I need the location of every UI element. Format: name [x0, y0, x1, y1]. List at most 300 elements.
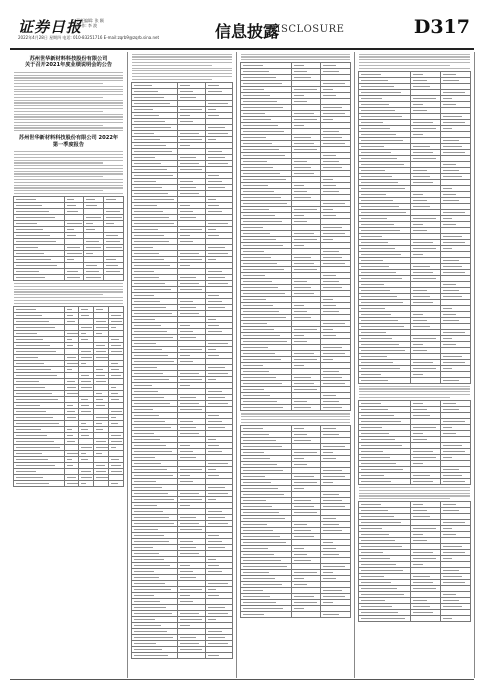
cell-text [361, 618, 405, 619]
cell-text [243, 530, 273, 531]
cell-text [180, 565, 190, 566]
cell-text [243, 95, 270, 96]
cell-text [294, 458, 305, 459]
cell-text [243, 203, 287, 204]
cell-text [180, 361, 193, 362]
cell-text [96, 465, 105, 466]
cell-text [413, 74, 424, 75]
cell-text [323, 89, 332, 90]
cell-text [208, 427, 225, 428]
table-row [14, 275, 124, 281]
cell-text [208, 445, 220, 446]
cell-text [134, 157, 155, 158]
cell-text [243, 614, 264, 615]
cell-text [361, 224, 394, 225]
cell-text [134, 169, 167, 170]
cell-text [134, 187, 162, 188]
cell-text [413, 110, 427, 111]
cell-text [413, 350, 427, 351]
cell-text [443, 356, 462, 357]
cell-text [361, 362, 393, 363]
text-block-8 [355, 386, 474, 398]
cell-text [134, 145, 166, 146]
text-line [359, 54, 470, 55]
cell-text [180, 625, 190, 626]
cell-text [208, 451, 222, 452]
table-cell [291, 611, 321, 617]
cell-text [81, 459, 87, 460]
newspaper-logo: 证券日报 [18, 18, 83, 36]
text-line [14, 130, 123, 131]
cell-text [361, 528, 382, 529]
cell-text [361, 612, 398, 613]
cell-text [443, 546, 462, 547]
cell-text [294, 407, 311, 408]
cell-text [208, 499, 217, 500]
cell-text [323, 548, 336, 549]
cell-text [134, 601, 160, 602]
cell-text [243, 65, 263, 66]
cell-text [96, 345, 105, 346]
cell-text [134, 91, 158, 92]
cell-text [134, 613, 172, 614]
cell-text [443, 116, 462, 117]
text-line [14, 190, 103, 191]
cell-text [180, 109, 201, 110]
cell-text [208, 511, 222, 512]
text-line [359, 493, 470, 494]
cell-text [413, 564, 424, 565]
income-statement-table [240, 62, 351, 411]
cell-text [294, 233, 314, 234]
cell-text [134, 259, 164, 260]
cell-text [361, 296, 397, 297]
cell-text [323, 359, 332, 360]
table-cell [205, 652, 232, 658]
cell-text [361, 594, 404, 595]
cell-text [323, 566, 345, 567]
cell-text [96, 357, 108, 358]
cell-text [361, 98, 382, 99]
cell-text [413, 248, 437, 249]
cell-text [361, 439, 395, 440]
cell-text [106, 247, 122, 248]
cell-text [134, 211, 163, 212]
cell-text [67, 211, 78, 212]
cell-text [134, 265, 170, 266]
cell-text [134, 523, 174, 524]
cell-text [361, 415, 394, 416]
table-row [359, 479, 471, 485]
cell-text [361, 546, 402, 547]
cell-text [96, 417, 108, 418]
cell-text [134, 247, 153, 248]
cell-text [361, 374, 381, 375]
cell-text [16, 345, 50, 346]
cell-text [361, 600, 385, 601]
text-line [14, 77, 123, 78]
cell-text [134, 457, 155, 458]
cell-text [361, 206, 399, 207]
cell-text [294, 311, 308, 312]
cell-text [243, 353, 275, 354]
cell-text [294, 149, 317, 150]
cell-text [67, 309, 72, 310]
cell-text [111, 465, 121, 466]
text-line [14, 291, 123, 292]
cell-text [208, 397, 225, 398]
table-cell [132, 652, 178, 658]
cell-text [413, 427, 437, 428]
cell-text [413, 409, 427, 410]
cell-text [413, 457, 437, 458]
cell-text [96, 393, 102, 394]
text-line [14, 297, 123, 298]
table-row [132, 652, 233, 658]
cell-text [294, 365, 305, 366]
cell-text [67, 453, 78, 454]
cell-text [96, 453, 102, 454]
cell-text [243, 239, 276, 240]
cell-text [134, 295, 154, 296]
cell-text [81, 429, 87, 430]
cell-text [96, 309, 103, 310]
cell-text [67, 429, 72, 430]
cell-text [180, 373, 198, 374]
cell-text [134, 289, 171, 290]
cell-text [96, 429, 103, 430]
cell-text [208, 325, 220, 326]
cell-text [180, 277, 195, 278]
cell-text [443, 152, 466, 153]
cell-text [443, 368, 453, 369]
cell-text [361, 516, 394, 517]
cell-text [413, 606, 430, 607]
cell-text [323, 323, 345, 324]
cell-text [81, 411, 90, 412]
cell-text [413, 326, 430, 327]
cell-text [111, 441, 122, 442]
cell-text [361, 534, 389, 535]
text-line [14, 80, 123, 81]
cell-text [180, 547, 195, 548]
cell-text [180, 529, 201, 530]
cell-text [134, 481, 156, 482]
cell-text [323, 347, 342, 348]
cell-text [134, 199, 174, 200]
editor-credits [76, 18, 104, 28]
cell-text [323, 275, 336, 276]
cell-text [243, 524, 267, 525]
cell-text [361, 326, 404, 327]
cell-text [361, 308, 385, 309]
table-row [359, 377, 471, 383]
cell-text [413, 534, 424, 535]
cell-text [443, 570, 459, 571]
table-row [241, 405, 351, 411]
cell-text [16, 259, 51, 260]
text-line [132, 59, 232, 60]
cell-text [413, 302, 433, 303]
cell-text [413, 612, 433, 613]
table-cell [79, 480, 94, 486]
cell-text [243, 113, 265, 114]
cell-text [443, 457, 453, 458]
cell-text [16, 471, 36, 472]
cell-text [294, 77, 311, 78]
cell-text [134, 577, 159, 578]
cell-text [443, 98, 453, 99]
cell-text [294, 578, 305, 579]
cell-text [361, 92, 401, 93]
cell-text [323, 305, 336, 306]
cell-text [294, 113, 314, 114]
cell-text [16, 465, 55, 466]
text-block-4 [128, 54, 236, 80]
cell-text [96, 441, 106, 442]
cell-text [134, 607, 166, 608]
cell-text [294, 530, 311, 531]
cell-text [413, 98, 437, 99]
cell-text [180, 139, 201, 140]
cell-text [243, 335, 280, 336]
text-line [359, 68, 470, 69]
cell-text [134, 379, 169, 380]
cell-text [111, 387, 116, 388]
cell-text [323, 602, 332, 603]
cell-text [180, 259, 201, 260]
table-cell [14, 275, 65, 281]
cell-text [361, 522, 401, 523]
cell-text [67, 277, 80, 278]
cell-text [180, 181, 193, 182]
cell-text [134, 529, 158, 530]
financial-table-1 [13, 196, 124, 281]
cell-text [323, 434, 339, 435]
cell-text [413, 433, 424, 434]
cell-text [208, 391, 222, 392]
cell-text [243, 407, 283, 408]
cell-text [134, 151, 172, 152]
text-line [359, 391, 470, 392]
cell-text [413, 368, 437, 369]
text-line [359, 59, 470, 60]
cell-text [81, 423, 86, 424]
cell-text [243, 131, 284, 132]
cell-text [294, 560, 311, 561]
cell-text [111, 345, 121, 346]
cell-text [180, 235, 190, 236]
cell-text [243, 494, 284, 495]
text-block-9 [355, 487, 474, 499]
text-line [359, 394, 470, 395]
cell-text [294, 512, 317, 513]
cell-text [180, 355, 190, 356]
cell-text [67, 247, 80, 248]
cell-text [180, 619, 201, 620]
cell-text [134, 475, 173, 476]
editor-line: 责任编辑: 张 颖 [76, 18, 104, 23]
cell-text [243, 107, 283, 108]
cell-text [208, 487, 225, 488]
cell-text [361, 350, 405, 351]
cell-text [443, 380, 459, 381]
cell-text [413, 451, 433, 452]
cell-text [361, 266, 389, 267]
cell-text [134, 553, 159, 554]
text-line [14, 125, 103, 126]
cell-text [361, 368, 400, 369]
cell-text [134, 127, 171, 128]
cell-text [323, 203, 345, 204]
cell-text [16, 399, 58, 400]
cell-text [81, 435, 89, 436]
text-line [359, 56, 470, 57]
text-line [14, 100, 123, 101]
cell-text [323, 329, 332, 330]
cell-text [16, 381, 39, 382]
cell-text [443, 469, 459, 470]
section-title: 信息披露 [215, 22, 280, 41]
cell-text [180, 409, 201, 410]
cell-text [134, 427, 171, 428]
cell-text [443, 176, 462, 177]
cell-text [180, 217, 195, 218]
cell-text [294, 245, 305, 246]
cell-text [180, 301, 193, 302]
cell-text [180, 421, 193, 422]
table-cell [359, 377, 411, 383]
cell-text [180, 637, 195, 638]
cell-text [361, 510, 388, 511]
cell-text [243, 167, 273, 168]
cell-text [243, 536, 280, 537]
cell-text [323, 458, 336, 459]
cell-text [180, 445, 190, 446]
cell-text [323, 470, 342, 471]
cell-text [208, 223, 228, 224]
cell-text [323, 353, 345, 354]
cell-text [294, 293, 314, 294]
cell-text [294, 476, 314, 477]
text-line [132, 56, 232, 57]
cell-text [208, 175, 220, 176]
cell-text [443, 308, 453, 309]
cell-text [134, 271, 154, 272]
cell-text [243, 428, 263, 429]
cell-text [208, 643, 228, 644]
cell-text [243, 440, 276, 441]
cell-text [243, 197, 281, 198]
text-line [14, 89, 123, 90]
cell-text [413, 218, 437, 219]
cell-text [81, 327, 92, 328]
cell-text [323, 95, 336, 96]
cell-text [134, 367, 157, 368]
cell-text [16, 405, 40, 406]
cell-text [361, 445, 402, 446]
cell-text [443, 266, 462, 267]
text-line [132, 65, 212, 66]
parent-balance-table [358, 71, 471, 384]
cell-text [413, 206, 430, 207]
cell-text [361, 146, 384, 147]
cell-text [208, 85, 220, 86]
cell-text [180, 97, 195, 98]
cell-text [361, 344, 399, 345]
cell-text [413, 146, 430, 147]
cell-text [323, 65, 336, 66]
cell-text [208, 559, 217, 560]
cell-text [106, 223, 114, 224]
cell-text [111, 327, 116, 328]
cell-text [96, 375, 105, 376]
cell-text [361, 588, 397, 589]
text-line [14, 185, 123, 186]
cell-text [106, 235, 118, 236]
cell-text [208, 421, 222, 422]
cell-text [443, 445, 462, 446]
table-cell [410, 616, 440, 622]
cell-text [180, 475, 190, 476]
cell-text [81, 375, 89, 376]
cell-text [294, 428, 305, 429]
bottom-rule [10, 679, 474, 680]
text-line [241, 59, 350, 60]
cell-text [67, 435, 74, 436]
cell-text [361, 463, 396, 464]
cell-text [180, 85, 190, 86]
cell-text [111, 321, 122, 322]
text-line [359, 397, 450, 398]
cell-text [294, 269, 317, 270]
cell-text [180, 133, 198, 134]
cell-text [243, 323, 267, 324]
cell-text [413, 481, 433, 482]
cell-text [294, 197, 311, 198]
text-line [241, 56, 350, 57]
cell-text [134, 541, 169, 542]
cell-text [243, 464, 277, 465]
cell-text [443, 314, 456, 315]
cell-text [96, 381, 106, 382]
cell-text [208, 151, 222, 152]
text-block-1 [10, 72, 127, 132]
cell-text [413, 200, 427, 201]
cell-text [361, 582, 391, 583]
cell-text [180, 265, 190, 266]
cell-text [134, 511, 163, 512]
table-cell [321, 405, 351, 411]
cell-text [180, 121, 193, 122]
cell-text [243, 245, 283, 246]
cell-text [243, 263, 277, 264]
cell-text [294, 548, 305, 549]
cell-text [361, 86, 394, 87]
cell-text [361, 152, 391, 153]
cell-text [243, 269, 284, 270]
cell-text [180, 481, 193, 482]
announcement-heading-1: 苏州世华新材料科技股份有限公司 关于召开2021年度业绩说明会的公告 [24, 56, 113, 69]
cell-text [134, 325, 161, 326]
cell-text [16, 315, 42, 316]
cell-text [67, 321, 75, 322]
text-line [359, 65, 450, 66]
cell-text [134, 229, 158, 230]
cell-text [134, 619, 155, 620]
cell-text [361, 212, 406, 213]
cell-text [243, 71, 269, 72]
